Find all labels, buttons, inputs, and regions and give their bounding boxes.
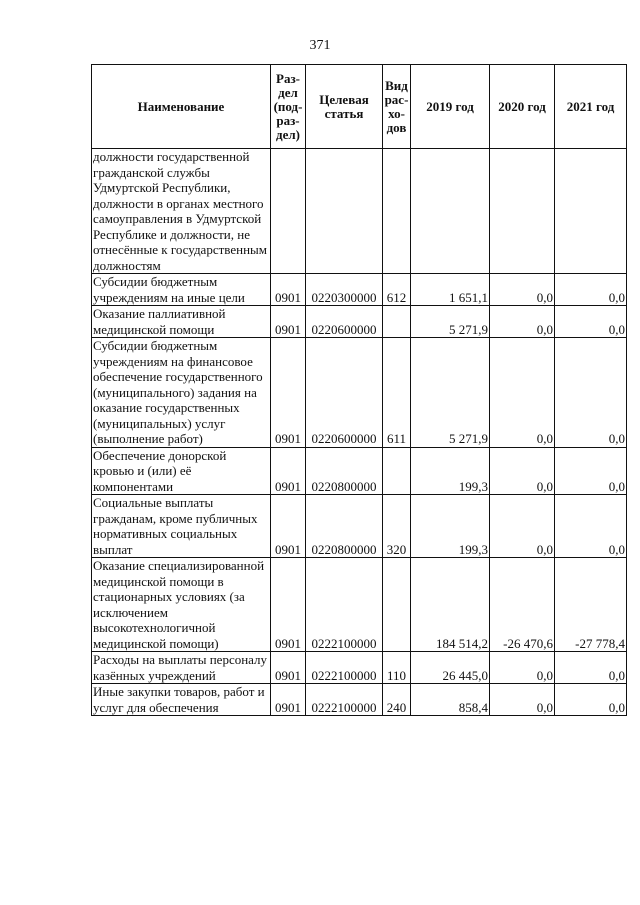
header-2020: 2020 год [490,65,555,149]
cell-name: Обеспечение донорской кровью и (или) её компонентами [92,447,271,495]
cell-section: 0901 [271,558,306,652]
cell-2019: 5 271,9 [411,338,490,448]
cell-2019: 184 514,2 [411,558,490,652]
cell-2020: 0,0 [490,495,555,558]
cell-type [383,306,411,338]
cell-section: 0901 [271,447,306,495]
page-number: 371 [309,38,331,53]
cell-section: 0901 [271,495,306,558]
cell-target: 0222100000 [306,558,383,652]
cell-target: 0220600000 [306,306,383,338]
cell-type: 611 [383,338,411,448]
cell-target: 0222100000 [306,684,383,716]
cell-2020: 0,0 [490,338,555,448]
cell-2019: 199,3 [411,447,490,495]
cell-name: Иные закупки товаров, работ и услуг для обеспечения [92,684,271,716]
cell-2019: 199,3 [411,495,490,558]
cell-section: 0901 [271,338,306,448]
header-name: Наименование [92,65,271,149]
header-target: Целевая статья [306,65,383,149]
cell-2020: -26 470,6 [490,558,555,652]
cell-type: 110 [383,652,411,684]
cell-2021: 0,0 [555,306,627,338]
cell-2019: 5 271,9 [411,306,490,338]
table-row [92,274,627,306]
table-row [92,652,627,684]
cell-2019: 26 445,0 [411,652,490,684]
cell-name: Субсидии бюджетным учреждениям на иные цели [92,274,271,306]
cell-type: 240 [383,684,411,716]
cell-2019: 858,4 [411,684,490,716]
cell-type [383,447,411,495]
cell-name: Оказание специализированной медицинской помощи в стационарных условиях (за исключением высокотехнологичной медицинской помощи) [92,558,271,652]
table-row [92,338,627,448]
cell-name: Расходы на выплаты персоналу казённых учреждений [92,652,271,684]
cell-2019 [411,149,490,274]
cell-2021: -27 778,4 [555,558,627,652]
cell-type: 320 [383,495,411,558]
cell-target: 0220300000 [306,274,383,306]
cell-type [383,558,411,652]
cell-type [383,149,411,274]
cell-2021: 0,0 [555,684,627,716]
cell-2021: 0,0 [555,495,627,558]
table-row [92,684,627,716]
cell-section: 0901 [271,306,306,338]
cell-2020: 0,0 [490,306,555,338]
table-row [92,558,627,652]
header-2021: 2021 год [555,65,627,149]
table-row [92,306,627,338]
cell-target [306,149,383,274]
cell-target: 0220600000 [306,338,383,448]
cell-section: 0901 [271,684,306,716]
cell-2020: 0,0 [490,274,555,306]
cell-name: Оказание паллиативной медицинской помощи [92,306,271,338]
cell-2021: 0,0 [555,338,627,448]
cell-section: 0901 [271,274,306,306]
table-row [92,447,627,495]
cell-type: 612 [383,274,411,306]
cell-name: должности государственной гражданской службы Удмуртской Республики, должности в органах местного самоуправления в Удмуртской Республике и должности, не отнесённые к государственным должностям [92,149,271,274]
cell-section [271,149,306,274]
header-row [92,65,627,149]
cell-2020: 0,0 [490,447,555,495]
table-row [92,495,627,558]
header-expense-type: Вид рас- хо- дов [383,65,411,149]
header-section: Раз- дел (под- раз- дел) [271,65,306,149]
cell-2021: 0,0 [555,447,627,495]
cell-2020: 0,0 [490,684,555,716]
cell-2019: 1 651,1 [411,274,490,306]
table-row [92,149,627,274]
header-2019: 2019 год [411,65,490,149]
cell-2020 [490,149,555,274]
budget-table [91,64,627,716]
cell-target: 0220800000 [306,495,383,558]
cell-name: Субсидии бюджетным учреждениям на финансовое обеспечение государственного (муниципального) задания на оказание государственных (муниципальных) услуг (выполнение работ) [92,338,271,448]
cell-2021: 0,0 [555,274,627,306]
cell-2020: 0,0 [490,652,555,684]
cell-2021 [555,149,627,274]
cell-2021: 0,0 [555,652,627,684]
cell-name: Социальные выплаты гражданам, кроме публичных нормативных социальных выплат [92,495,271,558]
cell-target: 0222100000 [306,652,383,684]
cell-section: 0901 [271,652,306,684]
cell-target: 0220800000 [306,447,383,495]
